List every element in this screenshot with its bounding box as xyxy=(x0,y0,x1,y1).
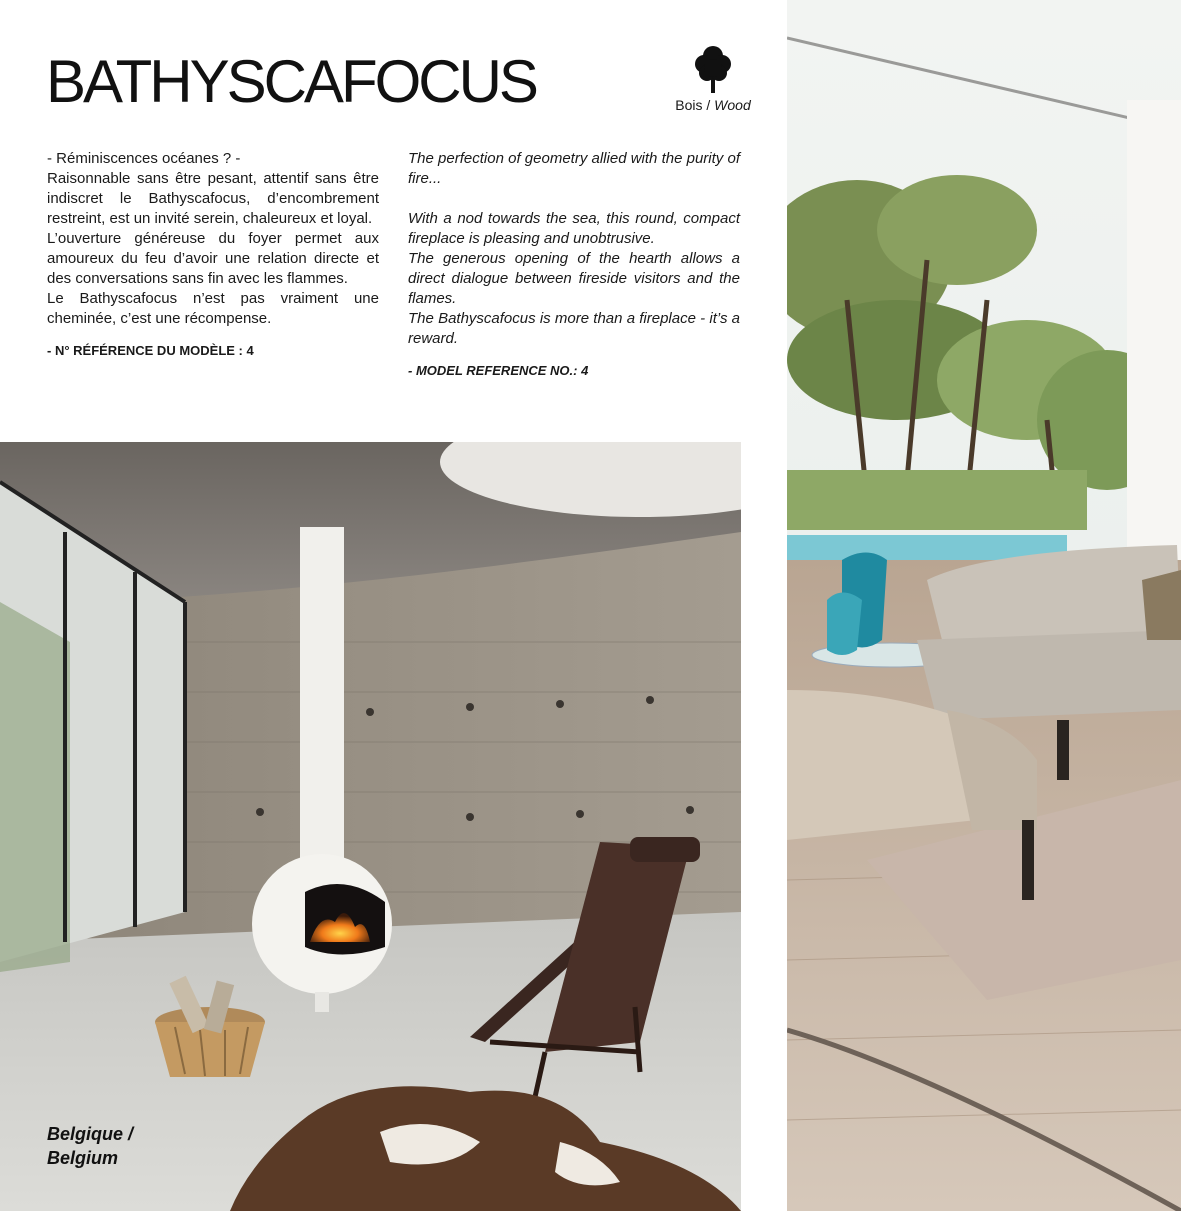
english-text-column xyxy=(408,149,740,381)
english-intro: The perfection of geometry allied with the purity of fire... xyxy=(408,150,740,187)
french-text-column xyxy=(47,149,379,361)
living-room-photo xyxy=(787,0,1181,1211)
english-paragraph: With a nod towards the sea, this round, compact fireplace is pleasing and unobtrusive. xyxy=(408,210,740,247)
material-badge xyxy=(668,44,758,113)
french-model-reference: - N° RÉFÉRENCE DU MODÈLE : 4 xyxy=(47,343,254,358)
material-separator: / xyxy=(702,97,715,113)
caption-line-en: Belgium xyxy=(47,1148,119,1168)
french-paragraph: L’ouverture généreuse du foyer permet aux amoureux du feu d’avoir une relation directe et des conversations sans fin avec les flammes. xyxy=(47,230,379,287)
material-label-en: Wood xyxy=(714,97,751,113)
tree-icon xyxy=(693,44,733,94)
material-label xyxy=(668,97,758,113)
french-paragraph: - Réminiscences océanes ? - xyxy=(47,150,241,167)
french-paragraph: Raisonnable sans être pesant, attentif sans être indiscret le Bathyscafocus, d’encombrement restreint, est un invité serein, chaleureux et loyal. xyxy=(47,170,379,227)
english-paragraph: The generous opening of the hearth allows a direct dialogue between fireside visitors and the flames. xyxy=(408,250,740,307)
french-paragraph: Le Bathyscafocus n’est pas vraiment une cheminée, c’est une récompense. xyxy=(47,290,379,327)
location-caption xyxy=(47,1122,133,1170)
english-paragraph: The Bathyscafocus is more than a fireplace - it’s a reward. xyxy=(408,310,740,347)
caption-line-fr: Belgique / xyxy=(47,1124,134,1144)
page-title: BATHYSCAFOCUS xyxy=(46,48,536,115)
english-model-reference: - MODEL REFERENCE NO.: 4 xyxy=(408,363,589,378)
fireplace-interior-photo xyxy=(0,442,741,1211)
material-label-fr: Bois xyxy=(675,97,703,113)
